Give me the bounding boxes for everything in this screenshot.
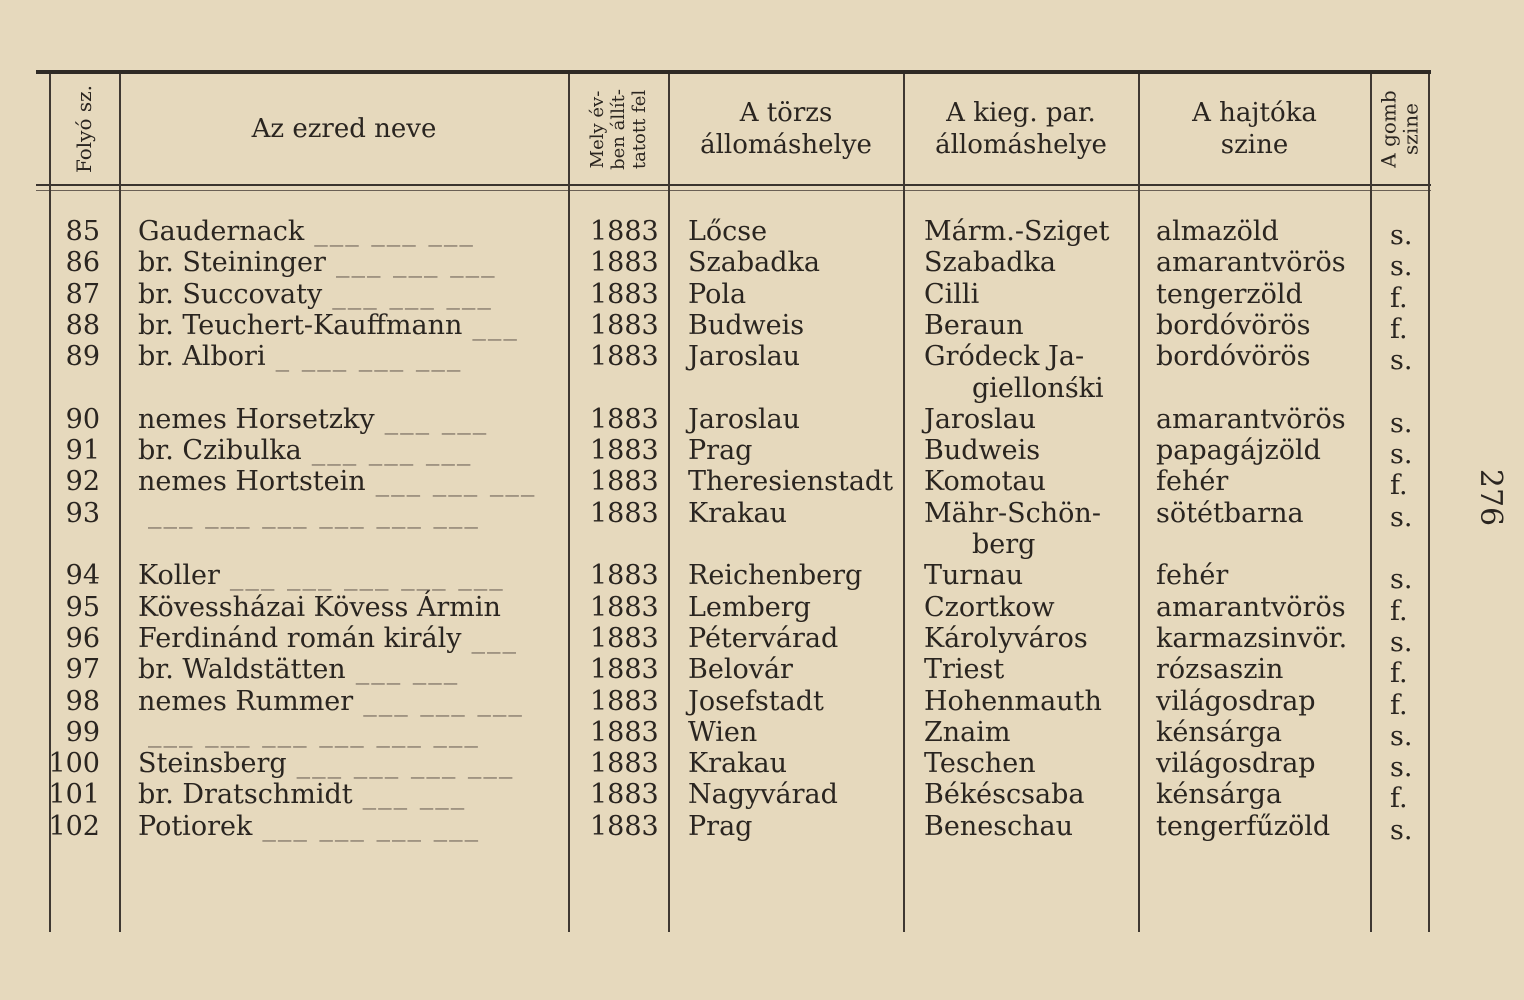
facing-color: amarantvörös <box>1156 591 1346 623</box>
recruit-station: Beneschau <box>924 810 1074 842</box>
leader-dots: ___ ___ ___ <box>375 466 537 498</box>
regiment-name: nemes Horsetzky <box>138 403 375 435</box>
facing-color: világosdrap <box>1156 685 1316 717</box>
hq-station: Prag <box>688 810 753 842</box>
leader-dots: ___ <box>471 622 519 654</box>
leader-dots: ___ ___ <box>384 403 489 435</box>
recruit-station: Hohenmauth <box>924 685 1102 717</box>
facing-color: világosdrap <box>1156 748 1316 780</box>
row-number: 93 <box>65 497 100 529</box>
regiment-name-cell <box>138 717 480 748</box>
facing-color: bordóvörös <box>1156 341 1311 373</box>
button-color: s. <box>1390 501 1413 533</box>
year-founded: 1883 <box>590 497 659 529</box>
row-number: 96 <box>65 622 100 654</box>
button-color: f. <box>1390 313 1408 345</box>
header-gomb <box>1371 74 1428 184</box>
button-color: s. <box>1390 752 1413 784</box>
row-number: 91 <box>65 435 100 467</box>
facing-color: tengerzöld <box>1156 278 1303 310</box>
header-folyo <box>50 74 118 184</box>
row-number: 89 <box>65 341 100 373</box>
column-line <box>903 74 905 932</box>
year-founded: 1883 <box>590 216 659 247</box>
recruit-station: Békéscsaba <box>924 779 1085 811</box>
facing-color: almazöld <box>1156 216 1279 247</box>
year-founded: 1883 <box>590 435 659 467</box>
regiment-name-cell <box>138 279 493 310</box>
facing-color: fehér <box>1156 560 1229 592</box>
facing-color: amarantvörös <box>1156 247 1346 279</box>
recruit-station: Gródeck Ja- <box>924 341 1085 373</box>
regiment-name: br. Succovaty <box>138 278 323 310</box>
regiment-name-cell <box>138 247 497 278</box>
recruit-station: Jaroslau <box>924 403 1037 435</box>
recruit-station: Márm.-Sziget <box>924 216 1110 247</box>
row-number: 102 <box>48 810 100 842</box>
button-color: f. <box>1390 658 1408 690</box>
hq-station: Pétervárad <box>688 622 839 654</box>
button-color: s. <box>1390 345 1413 377</box>
leader-dots: ___ ___ ___ <box>332 278 493 310</box>
recruit-station: Cilli <box>924 278 980 310</box>
recruit-station-continued: berg <box>972 529 1036 560</box>
leader-dots: ___ ___ ___ <box>335 247 497 279</box>
button-color: s. <box>1390 439 1413 471</box>
regiment-name: nemes Rummer <box>138 685 354 717</box>
row-number: 101 <box>48 779 100 811</box>
hq-station: Pola <box>688 278 747 310</box>
column-line <box>568 74 570 932</box>
header-torzs-label: A törzs állomáshelye <box>700 98 872 160</box>
regiment-name-cell <box>138 654 459 685</box>
header-kieg-label: A kieg. par. állomáshelye <box>935 98 1107 160</box>
facing-color: amarantvörös <box>1156 403 1346 435</box>
page-number: 276 <box>1473 468 1509 527</box>
regiment-name-cell <box>138 216 475 247</box>
regiment-name-cell <box>138 592 511 623</box>
hq-station: Krakau <box>688 497 788 529</box>
facing-color: bordóvörös <box>1156 309 1311 341</box>
hq-station: Krakau <box>688 748 788 780</box>
facing-color: sötétbarna <box>1156 497 1304 529</box>
regiment-name-cell <box>138 341 462 372</box>
recruit-station: Komotau <box>924 466 1046 498</box>
column-line <box>668 74 670 932</box>
row-number: 88 <box>65 309 100 341</box>
button-color: f. <box>1390 783 1408 815</box>
header-bottom-rule-thin <box>36 190 1431 191</box>
recruit-station: Turnau <box>924 560 1024 592</box>
header-hajtoka-label: A hajtóka szine <box>1192 98 1317 160</box>
hq-station: Jaroslau <box>688 403 801 435</box>
button-color: f. <box>1390 282 1408 314</box>
header-bottom-rule <box>36 184 1431 186</box>
row-number: 97 <box>65 654 100 686</box>
year-founded: 1883 <box>590 247 659 279</box>
leader-dots: _ ___ ___ ___ <box>275 341 463 373</box>
hq-station: Nagyvárad <box>688 779 838 811</box>
hq-station: Lemberg <box>688 591 811 623</box>
button-color: s. <box>1390 626 1413 658</box>
header-kieg <box>904 74 1138 184</box>
hq-station: Josefstadt <box>688 685 824 717</box>
year-founded: 1883 <box>590 654 659 686</box>
row-number: 86 <box>65 247 100 279</box>
button-color: s. <box>1390 251 1413 283</box>
year-founded: 1883 <box>590 810 659 842</box>
column-line <box>1138 74 1140 932</box>
row-number: 94 <box>65 560 100 592</box>
regiment-name-cell <box>138 466 536 497</box>
header-year <box>569 74 668 184</box>
regiment-name-cell <box>138 779 466 810</box>
regiment-name: br. Albori <box>138 341 266 373</box>
regiment-name: Kövessházai Kövess Ármin <box>138 591 501 623</box>
regiment-name-cell <box>138 686 524 717</box>
year-founded: 1883 <box>590 716 659 748</box>
hq-station: Prag <box>688 435 753 467</box>
year-founded: 1883 <box>590 591 659 623</box>
hq-station: Szabadka <box>688 247 820 279</box>
recruit-station: Znaim <box>924 716 1011 748</box>
regiment-name: br. Czibulka <box>138 435 302 467</box>
year-founded: 1883 <box>590 466 659 498</box>
button-color: f. <box>1390 470 1408 502</box>
recruit-station: Mähr-Schön- <box>924 497 1101 529</box>
button-color: s. <box>1390 720 1413 752</box>
header-name <box>120 74 568 184</box>
leader-dots: ___ ___ ___ <box>311 435 473 467</box>
recruit-station: Budweis <box>924 435 1041 467</box>
regiment-name: Gaudernack <box>138 216 305 247</box>
row-number: 95 <box>65 591 100 623</box>
column-line <box>1428 74 1430 932</box>
facing-color: papagájzöld <box>1156 435 1321 467</box>
row-number: 87 <box>65 278 100 310</box>
leader-dots: ___ ___ ___ ___ ___ <box>229 560 505 592</box>
leader-dots: ___ ___ ___ <box>363 685 524 717</box>
year-founded: 1883 <box>590 341 659 373</box>
year-founded: 1883 <box>590 278 659 310</box>
leader-dots: ___ ___ <box>355 654 460 686</box>
regiment-name: Koller <box>138 560 220 592</box>
leader-dots: ___ ___ ___ ___ <box>262 810 481 842</box>
regiment-name: nemes Hortstein <box>138 466 366 498</box>
year-founded: 1883 <box>590 622 659 654</box>
year-founded: 1883 <box>590 403 659 435</box>
hq-station: Belovár <box>688 654 793 686</box>
header-folyo-label: Folyó sz. <box>72 84 97 174</box>
year-founded: 1883 <box>590 560 659 592</box>
year-founded: 1883 <box>590 309 659 341</box>
hq-station: Lőcse <box>688 216 768 247</box>
row-number: 99 <box>65 716 100 748</box>
facing-color: kénsárga <box>1156 716 1282 748</box>
hq-station: Jaroslau <box>688 341 801 373</box>
recruit-station: Czortkow <box>924 591 1055 623</box>
facing-color: rózsaszin <box>1156 654 1284 686</box>
header-torzs <box>669 74 903 184</box>
leader-dots: ___ ___ <box>362 779 467 811</box>
header-gomb-label: A gomb szine <box>1376 90 1423 168</box>
button-color: f. <box>1390 689 1408 721</box>
regiment-name: Potiorek <box>138 810 253 842</box>
row-number: 90 <box>65 403 100 435</box>
hq-station: Theresienstadt <box>688 466 894 498</box>
recruit-station-continued: giellonśki <box>972 372 1104 404</box>
regiment-name-cell <box>138 748 514 779</box>
facing-color: tengerfűzöld <box>1156 810 1331 842</box>
regiment-name: Steinsberg <box>138 748 287 780</box>
leader-dots: ___ ___ ___ <box>314 216 475 247</box>
header-year-label: Mely év- ben állít- tatott fel <box>587 88 650 170</box>
leader-dots: ___ ___ ___ ___ ___ ___ <box>148 716 480 748</box>
leader-dots: ___ ___ ___ ___ <box>296 748 515 780</box>
column-line <box>119 74 121 932</box>
year-founded: 1883 <box>590 685 659 717</box>
regiment-name: br. Teuchert-Kauffmann <box>138 309 463 341</box>
regiment-name-cell <box>138 404 488 435</box>
button-color: s. <box>1390 814 1413 846</box>
row-number: 85 <box>65 216 100 247</box>
row-number: 98 <box>65 685 100 717</box>
recruit-station: Károlyváros <box>924 622 1088 654</box>
column-line <box>1370 74 1372 932</box>
regiment-name-cell <box>138 560 505 591</box>
row-number: 100 <box>48 748 100 780</box>
regiment-name: br. Dratschmidt <box>138 779 353 811</box>
regiment-name-cell <box>138 811 480 842</box>
button-color: s. <box>1390 564 1413 596</box>
regiment-name: br. Waldstätten <box>138 654 346 686</box>
button-color: s. <box>1390 220 1413 251</box>
year-founded: 1883 <box>590 779 659 811</box>
hq-station: Budweis <box>688 309 805 341</box>
recruit-station: Beraun <box>924 309 1024 341</box>
regiment-name-cell <box>138 498 480 529</box>
row-number: 92 <box>65 466 100 498</box>
recruit-station: Szabadka <box>924 247 1056 279</box>
leader-dots: ___ ___ ___ ___ ___ ___ <box>148 497 480 529</box>
recruit-station: Teschen <box>924 748 1036 780</box>
button-color: s. <box>1390 407 1413 439</box>
facing-color: fehér <box>1156 466 1229 498</box>
hq-station: Wien <box>688 716 758 748</box>
regiment-name-cell <box>138 310 519 341</box>
recruit-station: Triest <box>924 654 1005 686</box>
button-color: f. <box>1390 595 1408 627</box>
facing-color: karmazsinvör. <box>1156 622 1348 654</box>
hq-station: Reichenberg <box>688 560 863 592</box>
regiment-name: br. Steininger <box>138 247 326 279</box>
header-name-label: Az ezred neve <box>251 114 437 144</box>
year-founded: 1883 <box>590 748 659 780</box>
regiment-name-cell <box>138 435 472 466</box>
regiment-name-cell <box>138 623 518 654</box>
facing-color: kénsárga <box>1156 779 1282 811</box>
regiment-name: Ferdinánd román király <box>138 622 462 654</box>
header-hajtoka <box>1139 74 1370 184</box>
leader-dots: ___ <box>472 309 519 341</box>
